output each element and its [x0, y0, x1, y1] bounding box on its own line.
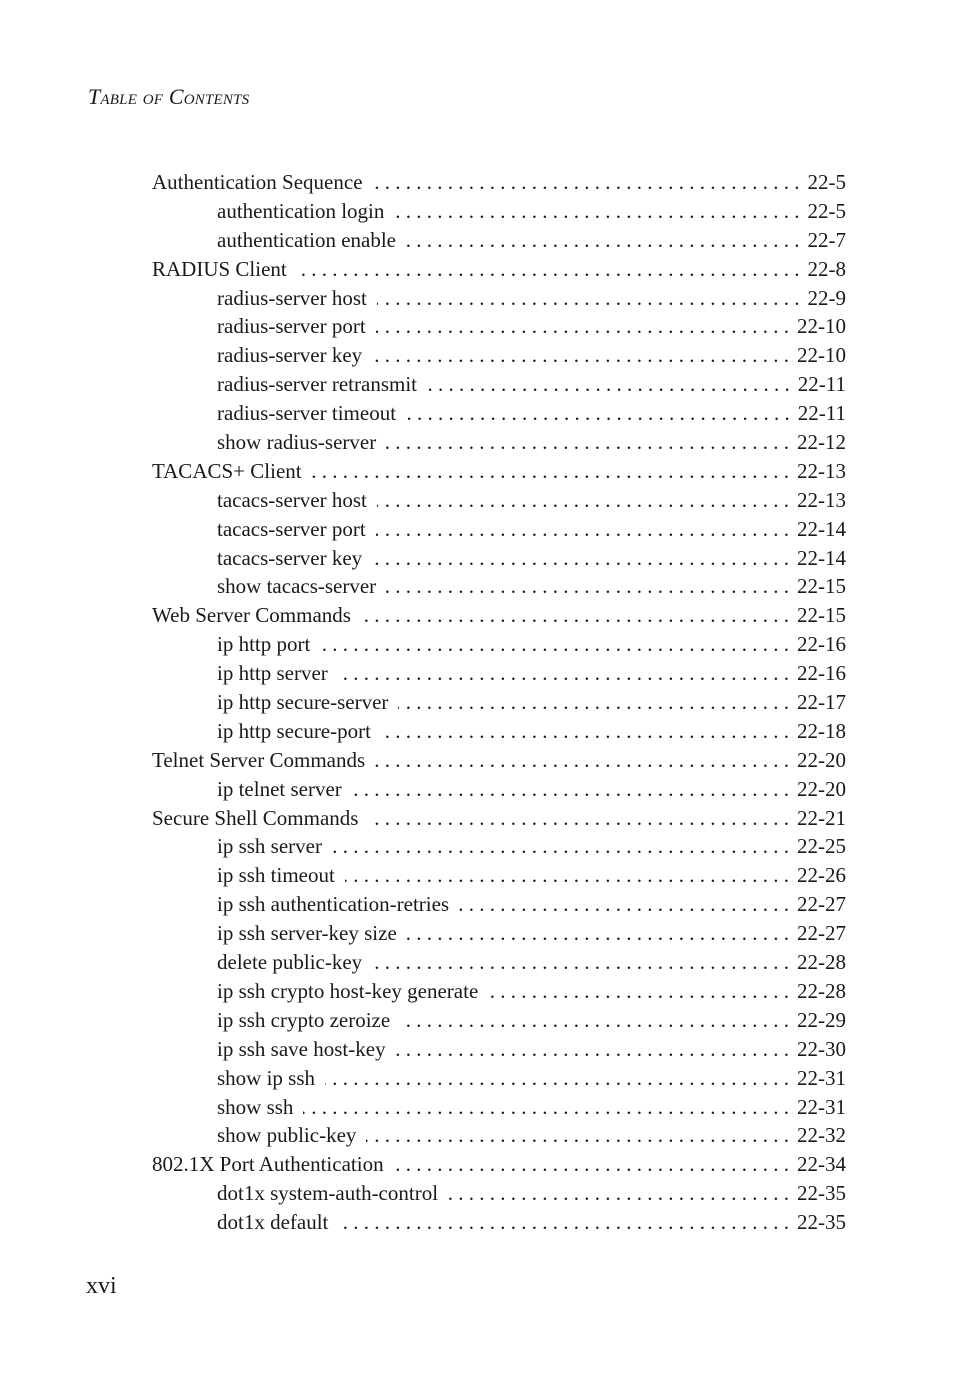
toc-subsection-entry[interactable]	[152, 544, 846, 573]
toc-entry-page: 22-29	[797, 1007, 846, 1032]
dot-leader	[375, 746, 789, 775]
dot-leader	[372, 341, 789, 370]
toc-entry-page: 22-5	[807, 198, 846, 223]
toc-entry-page: 22-27	[797, 892, 846, 917]
dot-leader	[377, 486, 789, 515]
dot-leader	[368, 804, 789, 833]
toc-subsection-entry[interactable]	[152, 1035, 846, 1064]
toc-entry-page: 22-15	[797, 574, 846, 599]
toc-entry-page: 22-30	[797, 1036, 846, 1061]
toc-subsection-entry[interactable]	[152, 1121, 846, 1150]
toc-entry-page: 22-28	[797, 950, 846, 975]
toc-entry-page: 22-13	[797, 487, 846, 512]
dot-leader	[373, 168, 800, 197]
toc-entry-page: 22-16	[797, 632, 846, 657]
toc-entry-title: RADIUS Client	[152, 256, 287, 281]
toc-entry-title: ip http server	[217, 661, 328, 686]
toc-subsection-entry[interactable]	[152, 688, 846, 717]
toc-entry-title: ip telnet server	[217, 776, 342, 801]
dot-leader	[398, 688, 789, 717]
toc-entry-title: ip ssh crypto host-key generate	[217, 978, 479, 1003]
toc-entry-page: 22-14	[797, 516, 846, 541]
dot-leader	[377, 284, 800, 313]
toc-entry-page: 22-12	[797, 430, 846, 455]
dot-leader	[400, 1006, 789, 1035]
dot-leader	[325, 1064, 789, 1093]
toc-entry-title: Web Server Commands	[152, 603, 351, 628]
toc-entry-title: show ssh	[217, 1094, 294, 1119]
toc-subsection-entry[interactable]	[152, 1179, 846, 1208]
toc-subsection-entry[interactable]	[152, 1064, 846, 1093]
toc-subsection-entry[interactable]	[152, 717, 846, 746]
toc-entry-title: ip http secure-port	[217, 718, 371, 743]
toc-entry-page: 22-17	[797, 690, 846, 715]
running-header: Table of Contents	[88, 84, 250, 109]
toc-entry-title: authentication login	[217, 198, 385, 223]
dot-leader	[338, 1208, 789, 1237]
toc-subsection-entry[interactable]	[152, 832, 846, 861]
dot-leader	[386, 428, 789, 457]
toc-entry-title: ip ssh crypto zeroize	[217, 1007, 391, 1032]
dot-leader	[297, 255, 800, 284]
dot-leader	[427, 370, 790, 399]
toc-subsection-entry[interactable]	[152, 197, 846, 226]
dot-leader	[345, 861, 789, 890]
toc-entry-page: 22-20	[797, 747, 846, 772]
toc-entry-page: 22-31	[797, 1065, 846, 1090]
toc-entry-title: Secure Shell Commands	[152, 805, 359, 830]
toc-subsection-entry[interactable]	[152, 226, 846, 255]
toc-entry-title: ip http secure-server	[217, 690, 389, 715]
dot-leader	[338, 659, 789, 688]
toc-subsection-entry[interactable]	[152, 919, 846, 948]
toc-entry-page: 22-28	[797, 978, 846, 1003]
toc-entry-title: ip http port	[217, 632, 311, 657]
toc-subsection-entry[interactable]	[152, 861, 846, 890]
toc-subsection-entry[interactable]	[152, 515, 846, 544]
toc-section-entry[interactable]	[152, 1150, 846, 1179]
toc-subsection-entry[interactable]	[152, 428, 846, 457]
dot-leader	[396, 1035, 789, 1064]
toc-entry-page: 22-11	[797, 372, 846, 397]
dot-leader	[376, 515, 789, 544]
toc-entry-page: 22-13	[797, 458, 846, 483]
toc-subsection-entry[interactable]	[152, 977, 846, 1006]
toc-entry-page: 22-26	[797, 863, 846, 888]
toc-entry-page: 22-21	[797, 805, 846, 830]
toc-entry-page: 22-9	[807, 285, 846, 310]
toc-entry-title: dot1x system-auth-control	[217, 1181, 439, 1206]
toc-subsection-entry[interactable]	[152, 1006, 846, 1035]
toc-subsection-entry[interactable]	[152, 1208, 846, 1237]
toc-entry-title: tacacs-server host	[217, 487, 367, 512]
toc-entry-title: 802.1X Port Authentication	[152, 1152, 384, 1177]
toc-subsection-entry[interactable]	[152, 284, 846, 313]
toc-subsection-entry[interactable]	[152, 572, 846, 601]
toc-entry-page: 22-18	[797, 718, 846, 743]
toc-subsection-entry[interactable]	[152, 341, 846, 370]
toc-entry-title: Telnet Server Commands	[152, 747, 366, 772]
toc-subsection-entry[interactable]	[152, 948, 846, 977]
toc-section-entry[interactable]	[152, 746, 846, 775]
toc-entry-title: ip ssh server	[217, 834, 322, 859]
dot-leader	[459, 890, 789, 919]
toc-subsection-entry[interactable]	[152, 486, 846, 515]
dot-leader	[394, 197, 799, 226]
toc-subsection-entry[interactable]	[152, 312, 846, 341]
toc-entry-title: show tacacs-server	[217, 574, 377, 599]
toc-entry-page: 22-20	[797, 776, 846, 801]
dot-leader	[320, 630, 789, 659]
toc-entry-title: radius-server retransmit	[217, 372, 418, 397]
toc-entry-page: 22-14	[797, 545, 846, 570]
toc-entry-page: 22-32	[797, 1123, 846, 1148]
toc-entry-page: 22-15	[797, 603, 846, 628]
table-of-contents	[152, 168, 846, 1237]
dot-leader	[488, 977, 789, 1006]
dot-leader	[381, 717, 789, 746]
toc-entry-title: tacacs-server port	[217, 516, 366, 541]
dot-leader	[303, 1093, 789, 1122]
dot-leader	[372, 948, 789, 977]
toc-section-entry[interactable]	[152, 255, 846, 284]
toc-entry-title: radius-server port	[217, 314, 366, 339]
dot-leader	[372, 544, 789, 573]
dot-leader	[406, 399, 790, 428]
toc-entry-title: ip ssh timeout	[217, 863, 335, 888]
toc-entry-title: radius-server key	[217, 343, 363, 368]
toc-entry-page: 22-34	[797, 1152, 846, 1177]
toc-entry-page: 22-35	[797, 1210, 846, 1235]
dot-leader	[407, 919, 789, 948]
toc-entry-page: 22-27	[797, 921, 846, 946]
toc-subsection-entry[interactable]	[152, 1093, 846, 1122]
toc-entry-title: show radius-server	[217, 430, 377, 455]
dot-leader	[386, 572, 789, 601]
toc-section-entry[interactable]	[152, 601, 846, 630]
dot-leader	[448, 1179, 789, 1208]
toc-subsection-entry[interactable]	[152, 399, 846, 428]
toc-section-entry[interactable]	[152, 168, 846, 197]
toc-entry-title: TACACS+ Client	[152, 458, 302, 483]
toc-entry-title: show ip ssh	[217, 1065, 316, 1090]
dot-leader	[332, 832, 789, 861]
toc-entry-page: 22-8	[807, 256, 846, 281]
toc-subsection-entry[interactable]	[152, 370, 846, 399]
toc-entry-page: 22-10	[797, 343, 846, 368]
dot-leader	[406, 226, 799, 255]
toc-entry-page: 22-16	[797, 661, 846, 686]
toc-subsection-entry[interactable]	[152, 630, 846, 659]
toc-entry-page: 22-11	[797, 401, 846, 426]
toc-entry-title: authentication enable	[217, 227, 397, 252]
toc-entry-title: show public-key	[217, 1123, 357, 1148]
toc-entry-title: delete public-key	[217, 950, 363, 975]
dot-leader	[361, 601, 789, 630]
toc-entry-page: 22-25	[797, 834, 846, 859]
toc-entry-page: 22-10	[797, 314, 846, 339]
toc-entry-title: radius-server host	[217, 285, 367, 310]
dot-leader	[312, 457, 789, 486]
toc-entry-title: Authentication Sequence	[152, 170, 363, 194]
toc-entry-title: ip ssh save host-key	[217, 1036, 386, 1061]
toc-subsection-entry[interactable]	[152, 775, 846, 804]
toc-section-entry[interactable]	[152, 804, 846, 833]
toc-entry-title: radius-server timeout	[217, 401, 397, 426]
toc-entry-title: tacacs-server key	[217, 545, 363, 570]
dot-leader	[352, 775, 789, 804]
toc-entry-page: 22-7	[807, 227, 846, 252]
toc-entry-title: ip ssh server-key size	[217, 921, 397, 946]
dot-leader	[394, 1150, 789, 1179]
toc-entry-page: 22-5	[807, 170, 846, 194]
toc-entry-page: 22-35	[797, 1181, 846, 1206]
toc-subsection-entry[interactable]	[152, 659, 846, 688]
toc-entry-title: dot1x default	[217, 1210, 329, 1235]
toc-entry-page: 22-31	[797, 1094, 846, 1119]
dot-leader	[376, 312, 789, 341]
toc-subsection-entry[interactable]	[152, 890, 846, 919]
page-number: xvi	[86, 1273, 117, 1299]
dot-leader	[366, 1121, 789, 1150]
toc-entry-title: ip ssh authentication-retries	[217, 892, 450, 917]
toc-section-entry[interactable]	[152, 457, 846, 486]
